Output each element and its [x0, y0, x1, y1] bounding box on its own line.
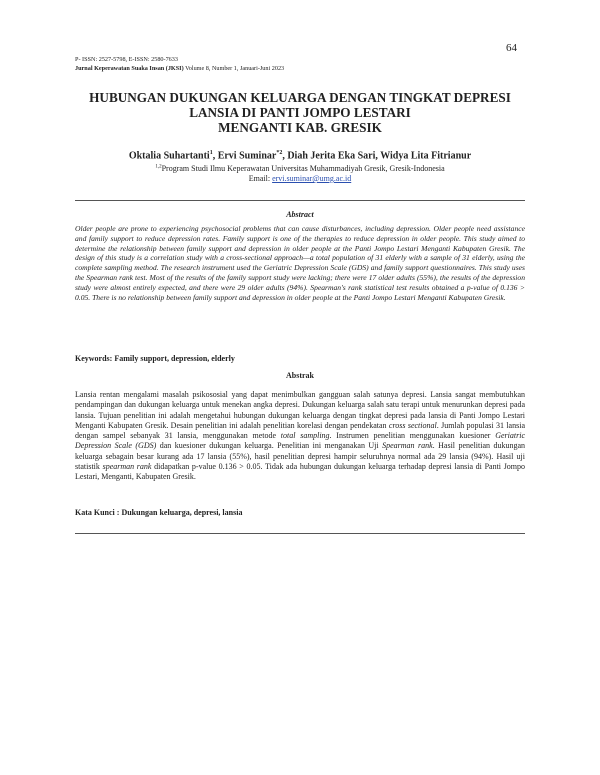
- abstrak-italic-3: Geriatric Depression Scale (GDS): [75, 431, 525, 451]
- author-rest: , Diah Jerita Eka Sari, Widya Lita Fitrianur: [282, 150, 472, 162]
- page-number: 64: [506, 42, 517, 54]
- author-1-sup: 1: [209, 150, 213, 156]
- affiliation: [60, 164, 540, 173]
- author-2: , Ervi Suminar: [212, 150, 277, 162]
- email-line: [60, 174, 540, 183]
- journal-info: [75, 65, 284, 73]
- journal-issue: Volume 8, Number 1, Januari-Juni 2023: [183, 65, 285, 72]
- abstract-heading: Abstract: [286, 210, 314, 219]
- email-label: Email:: [248, 174, 273, 183]
- abstract-body: Older people are prone to experiencing psychosocial problems that can cause disturbances, including depression. Older people need assistance and family support to reduce depression rates. Family support is one of the therapies to reduce depression in older people. This study aimed to determine the relationship between family support and depression in older people at the Panti Jompo Lestari Menganti Kabupaten Gresik. The design of this study is a correlation study with a cross-sectional approach—a total population of 31 elderly with a sample of 31 elderly, using the complete sampling method. The research instrument used the Geriatric Depression Scale (GDS) and family support questionnaires. This study uses the Spearman rank test. Most of the results of the family support study were lacking; there were 17 older adults (55%), the results of the depression study were almost entirely expected, and there were 29 older adults (94%). Spearman's rank statistical test results obtained a p-value of 0.136 > 0.05. There is no relationship between family support and depression in older people at the Panti Jompo Lestari Menganti Kabupaten Gresik.: [75, 224, 525, 302]
- kata-kunci: Kata Kunci : Dukungan keluarga, depresi, lansia: [75, 508, 243, 517]
- author-1: Oktalia Suhartanti: [128, 150, 210, 162]
- abstrak-text-1: Lansia rentan mengalami masalah psikososial yang dapat menimbulkan gangguan salah satunya depresi. Lansia sangat membutuhkan pendampingan dan dukungan keluarga untuk menekan angka depresi. Dukungan keluarga salah satu terapi untuk menurunkan depresi pada lansia. Tujuan penelitian ini adalah mengetahui hubungan dukungan keluarga dengan tingkat depresi pada lansia di Panti Jompo Lestari Menganti Kabupaten Gresik. Desain penelitian ini adalah penelitian korelasi dengan pendekatan: [75, 390, 525, 430]
- abstrak-italic-4: Spearman rank: [382, 441, 433, 451]
- abstrak-text-5: . Hasil penelitian dukungan keluarga sebagain besar kurang ada 17 lansia (55%), hasil penelitian depresi hampir seluruhnya normal ada 29 lansia (94%). Hasil uji statistik: [75, 441, 526, 472]
- abstrak-text-4: dan kuesioner dukungan keluarga. Penelitian ini menganakan Uji: [156, 441, 383, 451]
- abstrak-italic-5: spearman rank: [102, 462, 152, 472]
- abstrak-italic-2: total sampling: [280, 431, 330, 441]
- title-line-1: HUBUNGAN DUKUNGAN KELUARGA DENGAN TINGKAT DEPRESI: [89, 90, 511, 105]
- abstrak-heading: Abstrak: [285, 371, 314, 380]
- journal-name: Jurnal Keperawatan Suaka Insan (JKSI): [75, 65, 184, 72]
- affiliation-sup: 1,2: [155, 164, 162, 170]
- email-link[interactable]: ervi.suminar@umg.ac.id: [272, 174, 352, 183]
- title-line-2: LANSIA DI PANTI JOMPO LESTARI: [189, 105, 411, 120]
- abstrak-text-3: . Instrumen penelitian menggunakan kuesioner: [329, 431, 496, 441]
- abstrak-text-2: . Jumlah populasi 31 lansia dengan sampel sebanyak 31 lansia, menggunakan metode: [75, 420, 525, 441]
- author-2-sup: *2: [276, 150, 283, 156]
- title-line-3: MENGANTI KAB. GRESIK: [218, 120, 382, 135]
- journal-issn: P- ISSN: 2527-5798, E-ISSN: 2580-7633: [75, 56, 178, 63]
- author-list: [60, 150, 540, 161]
- abstrak-italic-1: cross sectional: [388, 420, 437, 430]
- abstrak-body: [75, 390, 525, 483]
- bottom-divider: [75, 533, 525, 534]
- keywords: Keywords: Family support, depression, elderly: [75, 354, 235, 363]
- abstrak-text-6: didapatkan p-value 0.136 > 0.05. Tidak ada hubungan dukungan keluarga terhadap depresi lansia di Panti Jompo Lestari, Menganti, Kabupaten Gresik.: [75, 462, 526, 482]
- affiliation-text: Program Studi Ilmu Keperawatan Universitas Muhammadiyah Gresik, Gresik-Indonesia: [161, 164, 445, 173]
- paper-title: [60, 90, 540, 135]
- top-divider: [75, 200, 525, 201]
